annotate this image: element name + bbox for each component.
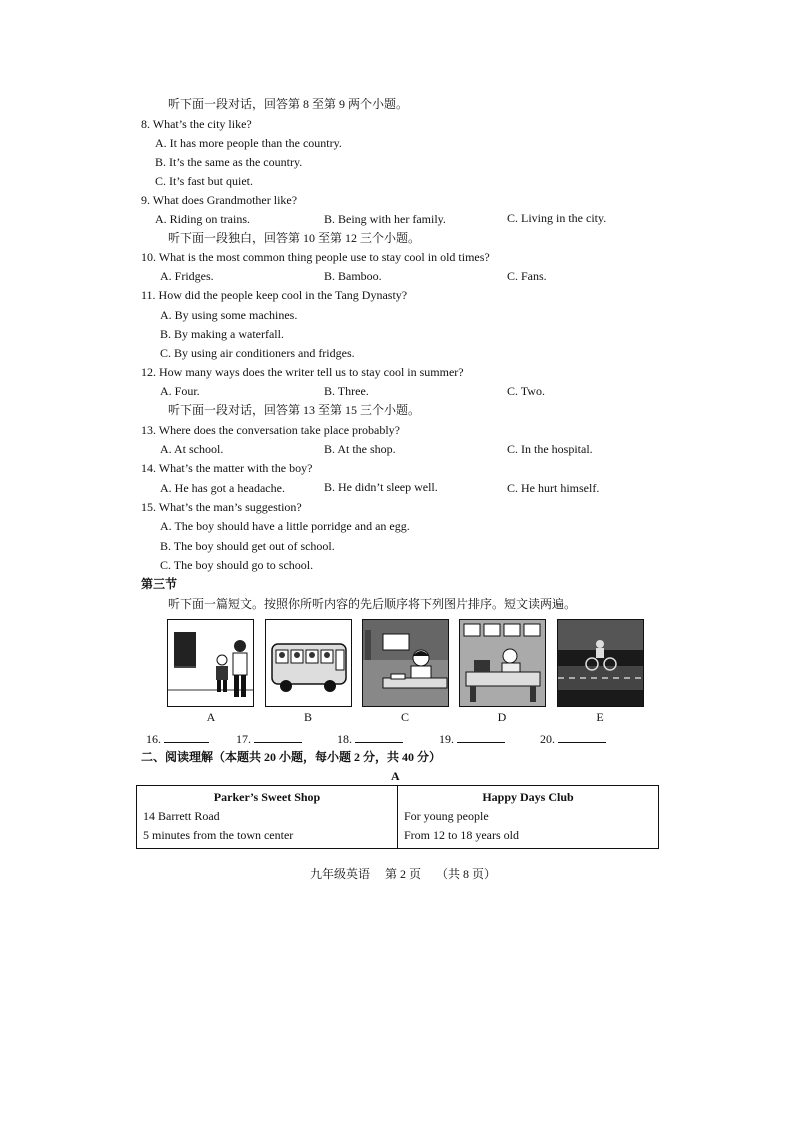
answer-number-20: 20. <box>540 732 555 746</box>
question-12-option-b: B. Three. <box>324 384 369 398</box>
passage-label-a: A <box>391 769 400 783</box>
picture-d-office <box>459 619 546 707</box>
shop-distance: 5 minutes from the town center <box>143 828 294 842</box>
club-title: Happy Days Club <box>482 790 574 804</box>
question-8-option-b: B. It’s the same as the country. <box>155 155 303 169</box>
answer-blank-16[interactable] <box>146 731 209 746</box>
answer-blank-19[interactable] <box>439 731 505 746</box>
question-15-stem: 15. What’s the man’s suggestion? <box>141 500 302 514</box>
picture-b-bus <box>265 619 352 707</box>
question-10-option-c: C. Fans. <box>507 269 547 283</box>
club-age-range: From 12 to 18 years old <box>404 828 519 842</box>
question-9-option-b: B. Being with her family. <box>324 212 446 226</box>
dialogue-instruction-8-9: 听下面一段对话，回答第 8 至第 9 两个小题。 <box>168 97 409 111</box>
table-left-cell <box>137 786 398 849</box>
question-8-option-c: C. It’s fast but quiet. <box>155 174 253 188</box>
question-14-option-c: C. He hurt himself. <box>507 481 600 495</box>
question-11-stem: 11. How did the people keep cool in the Tang Dynasty? <box>141 288 408 302</box>
question-12-option-a: A. Four. <box>160 384 200 398</box>
question-9-option-c: C. Living in the city. <box>507 211 607 225</box>
picture-e-night-road <box>557 619 644 707</box>
question-11-option-a: A. By using some machines. <box>160 308 298 322</box>
picture-label-c: C <box>400 710 409 724</box>
question-14-option-b: B. He didn’t sleep well. <box>324 480 438 494</box>
picture-c-boy-at-desk <box>362 619 449 707</box>
question-10-option-a: A. Fridges. <box>160 269 214 283</box>
answer-blank-18[interactable] <box>337 731 403 746</box>
club-audience: For young people <box>404 809 489 823</box>
question-15-option-c: C. The boy should go to school. <box>160 558 314 572</box>
question-8-stem: 8. What’s the city like? <box>141 117 252 131</box>
question-10-option-b: B. Bamboo. <box>324 269 382 283</box>
reading-section-heading: 二、阅读理解（本题共 20 小题，每小题 2 分，共 40 分） <box>141 750 442 764</box>
info-table <box>136 785 659 849</box>
answer-blank-17[interactable] <box>236 731 302 746</box>
picture-label-b: B <box>303 710 312 724</box>
question-11-option-b: B. By making a waterfall. <box>160 327 284 341</box>
answer-number-19: 19. <box>439 732 454 746</box>
dialogue-instruction-13-15: 听下面一段对话，回答第 13 至第 15 三个小题。 <box>168 403 421 417</box>
answer-number-17: 17. <box>236 732 251 746</box>
question-8-option-a: A. It has more people than the country. <box>155 136 342 150</box>
question-10-stem: 10. What is the most common thing people use to stay cool in old times? <box>141 250 490 264</box>
page-footer: 九年级英语 第 2 页 （共 8 页） <box>310 867 497 881</box>
answer-number-16: 16. <box>146 732 161 746</box>
question-13-stem: 13. Where does the conversation take place probably? <box>141 423 401 437</box>
picture-label-d: D <box>497 710 507 724</box>
monologue-instruction-10-12: 听下面一段独白，回答第 10 至第 12 三个小题。 <box>168 231 421 245</box>
picture-label-e: E <box>596 710 604 724</box>
question-15-option-a: A. The boy should have a little porridge and an egg. <box>160 519 410 533</box>
section-3-instruction: 听下面一篇短文。按照你所听内容的先后顺序将下列图片排序。短文读两遍。 <box>168 597 577 611</box>
question-13-option-b: B. At the shop. <box>324 442 396 456</box>
question-12-option-c: C. Two. <box>507 384 545 398</box>
question-12-stem: 12. How many ways does the writer tell us to stay cool in summer? <box>141 365 464 379</box>
shop-address: 14 Barrett Road <box>143 809 220 823</box>
question-11-option-c: C. By using air conditioners and fridges. <box>160 346 355 360</box>
question-9-stem: 9. What does Grandmother like? <box>141 193 298 207</box>
question-14-option-a: A. He has got a headache. <box>160 481 285 495</box>
shop-title: Parker’s Sweet Shop <box>213 790 321 804</box>
question-15-option-b: B. The boy should get out of school. <box>160 539 335 553</box>
question-13-option-a: A. At school. <box>160 442 224 456</box>
answer-blank-20[interactable] <box>540 731 606 746</box>
answer-number-18: 18. <box>337 732 352 746</box>
picture-a-classroom <box>167 619 254 707</box>
table-right-cell <box>398 786 659 849</box>
question-14-stem: 14. What’s the matter with the boy? <box>141 461 313 475</box>
section-3-title: 第三节 <box>141 577 178 591</box>
question-13-option-c: C. In the hospital. <box>507 442 593 456</box>
question-9-option-a: A. Riding on trains. <box>155 212 250 226</box>
picture-label-a: A <box>206 710 216 724</box>
